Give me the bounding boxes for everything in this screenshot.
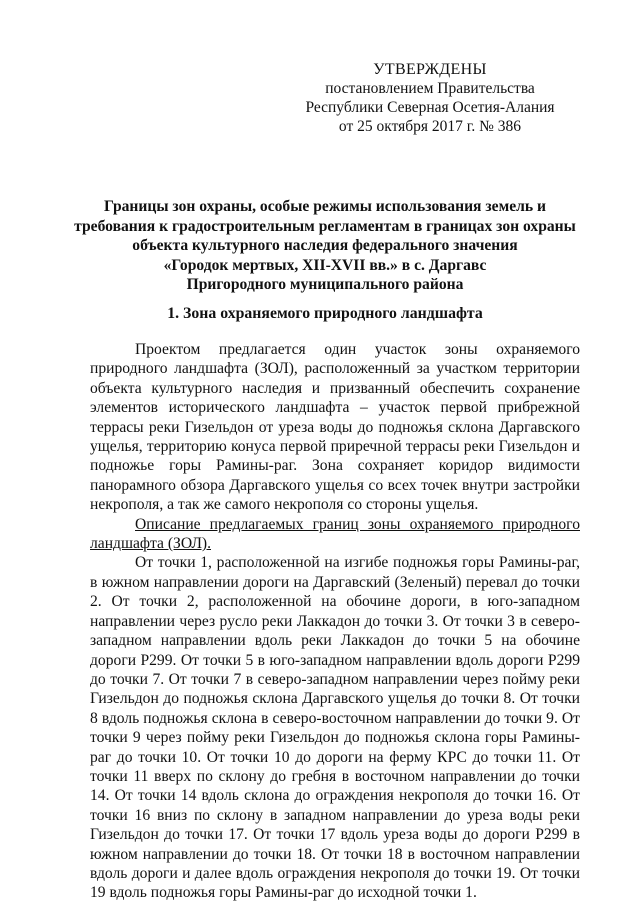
paragraph-intro: Проектом предлагается один участок зоны охраняемого природного ландшафта (ЗОЛ), расположенный за участком территории объекта культурного наследия и призванный обеспечить сохранение элементов исторического ландшафта – участок первой прибрежной террасы реки Гизельдон от уреза воды до подножья склона Даргавского ущелья, территорию конуса первой приречной террасы реки Гизельдон и подножье горы Рамины-раг. Зона сохраняет коридор видимости панорамного обзора Даргавского ущелья со всех точек внутри застройки некрополя, а так же самого некрополя со стороны ущелья.	[90, 341, 580, 514]
title-line-1: Границы зон охраны, особые режимы использования земель и	[104, 198, 546, 215]
approval-date: от 25 октября 2017 г. № 386	[338, 118, 522, 135]
document-title	[60, 197, 590, 295]
approval-line-1: постановлением Правительства	[325, 80, 535, 97]
title-line-2: требования к градостроительным регламентам в границах зон охраны	[74, 217, 576, 235]
title-line-5: Пригородного муниципального района	[186, 276, 464, 293]
approval-line-2: Республики Северная Осетия-Алания	[305, 99, 555, 116]
title-line-3: объекта культурного наследия федерального значения	[132, 237, 518, 254]
title-line-4: «Городок мертвых, XII-XVII вв.» в с. Даргавс	[163, 256, 487, 274]
paragraph-boundary-description: От точки 1, расположенной на изгибе подножья горы Рамины-раг, в южном направлении дороги на Даргавский (Зеленый) перевал до точки 2. От точки 2, расположенной на обочине дороги, в юго-западном направлении через русло реки Лаккадон до точки 3. От точки 3 в северо-западном направлении вдоль реки Лаккадон до точки 5 на обочине дороги Р299. От точки 5 в юго-западном направлении вдоль дороги Р299 до точки 7. От точки 7 в северо-западном направлении через пойму реки Гизельдон до подножья склона Даргавского ущелья до точки 8. От точки 8 вдоль подножья склона в северо-восточном направлении до точки 9. От точки 9 через пойму реки Гизельдон до подножья склона горы Рамины-раг до точки 10. От точки 10 до дороги на ферму КРС до точки 11. От точки 11 вверх по склону до гребня в восточном направлении до точки 14. От точки 14 вдоль склона до ограждения некрополя до точки 16. От точки 16 вниз по склону в западном направлении до уреза воды реки Гизельдон до точки 17. От точки 17 вдоль уреза воды до дороги Р299 в южном направлении до точки 18. От точки 18 в восточном направлении вдоль дороги и далее вдоль ограждения некрополя до точки 19. От точки 19 вдоль подножья горы Рамины-раг до исходной точки 1.	[90, 554, 580, 902]
approval-block	[300, 60, 560, 136]
approval-heading: УТВЕРЖДЕНЫ	[373, 61, 487, 78]
paragraph-boundary-heading: Описание предлагаемых границ зоны охраняемого природного ландшафта (ЗОЛ).	[90, 515, 580, 553]
document-body	[90, 340, 580, 903]
section-heading: 1. Зона охраняемого природного ландшафта	[167, 305, 483, 322]
